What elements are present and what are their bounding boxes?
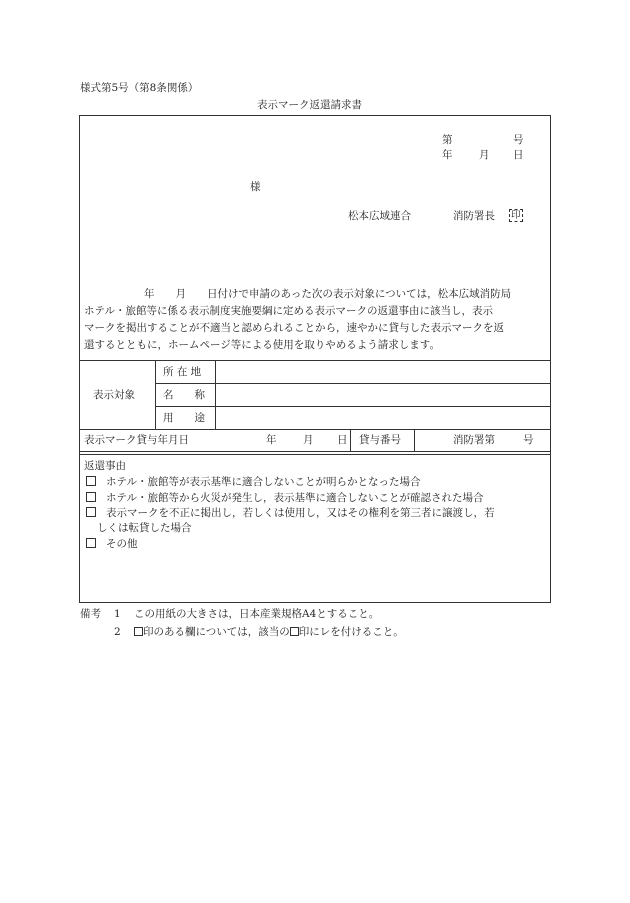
note-2-text xyxy=(134,626,404,639)
notes-label: 備考 xyxy=(80,608,101,620)
reason-item-4 xyxy=(86,538,138,551)
inline-box-icon-2 xyxy=(290,627,299,636)
lend-day: 日 xyxy=(337,434,348,446)
checkbox-4[interactable] xyxy=(86,538,96,548)
reason-item-1 xyxy=(86,476,420,489)
note-1-text: この用紙の大きさは，日本産業規格A4とすること。 xyxy=(134,608,380,620)
date-day: 日 xyxy=(513,149,524,161)
lend-year: 年 xyxy=(266,434,277,446)
row-divider-3 xyxy=(79,429,551,430)
paragraph-line-2: ホテル・旅館等に係る表示制度実施要綱に定める表示マークの返還事由に該当し，表示 xyxy=(84,305,493,317)
target-label: 表示対象 xyxy=(93,389,135,401)
doc-number-suffix: 号 xyxy=(513,134,524,146)
reason-text-4: その他 xyxy=(106,538,138,550)
use-label: 用 途 xyxy=(163,412,205,424)
location-label: 所 在 地 xyxy=(163,366,202,378)
date-month: 月 xyxy=(479,149,490,161)
name-label: 名 称 xyxy=(163,389,205,401)
table-bottom-line xyxy=(79,451,551,452)
col-divider-lend-number xyxy=(414,429,415,451)
checkbox-3[interactable] xyxy=(86,507,96,517)
seal-mark xyxy=(509,209,523,222)
reason-item-3 xyxy=(86,507,495,520)
reason-item-3-continued: しくは転貸した場合 xyxy=(97,522,192,534)
table-top-line xyxy=(79,360,551,361)
col-divider-labels xyxy=(215,360,216,429)
reasons-top-line xyxy=(79,454,551,455)
reason-text-2: ホテル・旅館等から火災が発生し，表示基準に適合しないことが確認された場合 xyxy=(106,492,484,504)
paragraph-line-4: 還するとともに，ホームページ等による使用を取りやめるよう請求します。 xyxy=(84,339,440,351)
fire-station-suffix: 号 xyxy=(523,434,534,446)
lend-date-label: 表示マーク貸与年月日 xyxy=(84,434,189,446)
issuer-title: 消防署長 xyxy=(453,210,495,222)
lend-month: 月 xyxy=(303,434,314,446)
issuer-org: 松本広域連合 xyxy=(348,210,411,222)
form-number: 様式第5号（第8条関係） xyxy=(80,82,199,94)
addressee-suffix: 様 xyxy=(250,181,261,193)
col-divider-lend-date xyxy=(350,429,351,451)
note-2-post: 印にレを付けること。 xyxy=(298,626,404,638)
reason-text-1: ホテル・旅館等が表示基準に適合しないことが明らかとなった場合 xyxy=(106,476,421,488)
note-2-number: 2 xyxy=(114,626,121,638)
paragraph-line-3: マークを掲出することが不適当と認められることから，速やかに貸与した表示マークを返 xyxy=(84,322,504,334)
checkbox-2[interactable] xyxy=(86,492,96,502)
inline-box-icon xyxy=(134,627,143,636)
col-divider-target xyxy=(155,360,156,429)
fire-station-prefix: 消防署第 xyxy=(453,434,495,446)
note-1-number: 1 xyxy=(114,608,121,620)
reason-item-2 xyxy=(86,492,483,505)
doc-number-prefix: 第 xyxy=(442,134,453,146)
request-paragraph xyxy=(84,286,550,354)
lend-number-label: 貸与番号 xyxy=(359,434,401,446)
paragraph-line-1: 年 月 日付けで申請のあった次の表示対象については，松本広域消防局 xyxy=(144,288,512,300)
document-title: 表示マーク返還請求書 xyxy=(257,99,362,111)
reason-text-3: 表示マークを不正に掲出し，若しくは使用し，又はその権利を第三者に譲渡し，若 xyxy=(106,507,495,519)
note-2-mid: 印のある欄については，該当の xyxy=(143,626,290,638)
checkbox-1[interactable] xyxy=(86,476,96,486)
reasons-heading: 返還事由 xyxy=(84,460,126,472)
date-year: 年 xyxy=(442,149,453,161)
seal-text: 印 xyxy=(511,210,521,221)
